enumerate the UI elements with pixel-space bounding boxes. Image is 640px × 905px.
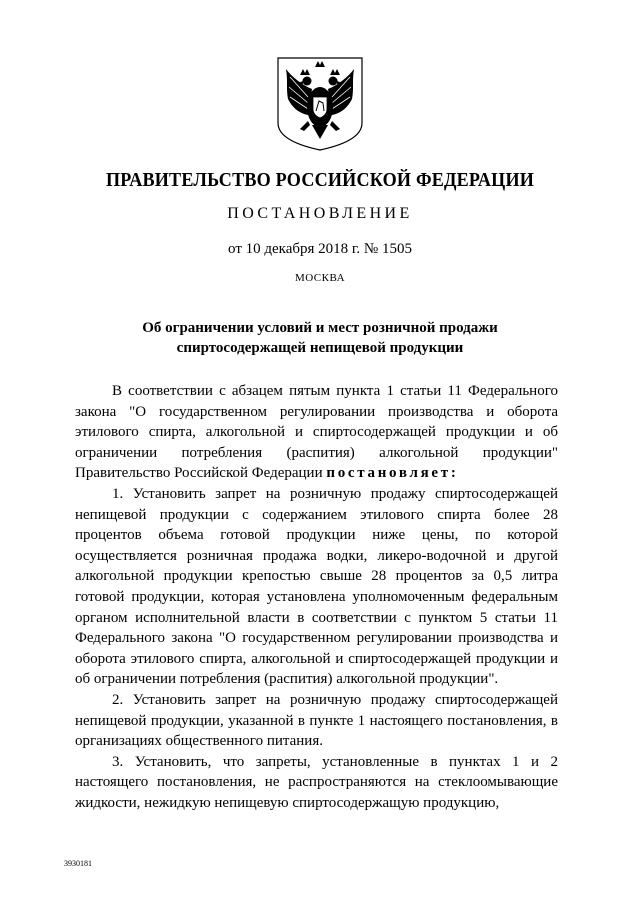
paragraph-1: 1. Установить запрет на розничную продажу спиртосодержащей непищевой продукции с содержанием этилового спирта более 28 процентов объема готовой продукции ниже цены, по которой осуществляется розничная продажа водки, ликеро-водочной и другой алкогольной продукции крепостью свыше 28 процентов за 0,5 литра готовой продукции, которая установлена уполномоченным федеральным органом исполнительной власти в соответствии с пунктом 5 статьи 11 Федерального закона "О государственном регулировании производства и оборота этилового спирта, алкогольной и спиртосодержащей продукции и об ограничении потребления (распития) алкогольной продукции". <box>75 485 558 688</box>
heading-line-1: Об ограничении условий и мест розничной продажи <box>142 320 498 336</box>
document-body <box>75 381 558 813</box>
coat-of-arms-icon <box>268 55 372 153</box>
document-type: ПОСТАНОВЛЕНИЕ <box>227 205 413 222</box>
heading-line-2: спиртосодержащей непищевой продукции <box>176 340 464 356</box>
document-heading <box>0 318 640 358</box>
decree-verb: постановляет: <box>326 465 459 482</box>
paragraph-3: 3. Установить, что запреты, установленные в пунктах 1 и 2 настоящего постановления, не распространяются на стеклоомывающие жидкости, нежидкую непищевую спиртосодержащую продукцию, <box>75 753 558 811</box>
date-and-number: от 10 декабря 2018 г. № 1505 <box>228 241 412 257</box>
intro-paragraph <box>75 381 558 484</box>
intro-text: В соответствии с абзацем пятым пункта 1 статьи 11 Федерального закона "О государственном регулировании производства и оборота этилового спирта, алкогольной и спиртосодержащей продукции и об ограничении потребления (распития) алкогольной продукции" Правительство Российской Федерации <box>75 383 558 482</box>
paragraph-2: 2. Установить запрет на розничную продажу спиртосодержащей непищевой продукции, указанной в пункте 1 настоящего постановления, в организациях общественного питания. <box>75 691 558 750</box>
document-number: 3930181 <box>64 859 92 868</box>
city-label: МОСКВА <box>294 272 346 284</box>
government-title: ПРАВИТЕЛЬСТВО РОССИЙСКОЙ ФЕДЕРАЦИИ <box>105 170 535 191</box>
